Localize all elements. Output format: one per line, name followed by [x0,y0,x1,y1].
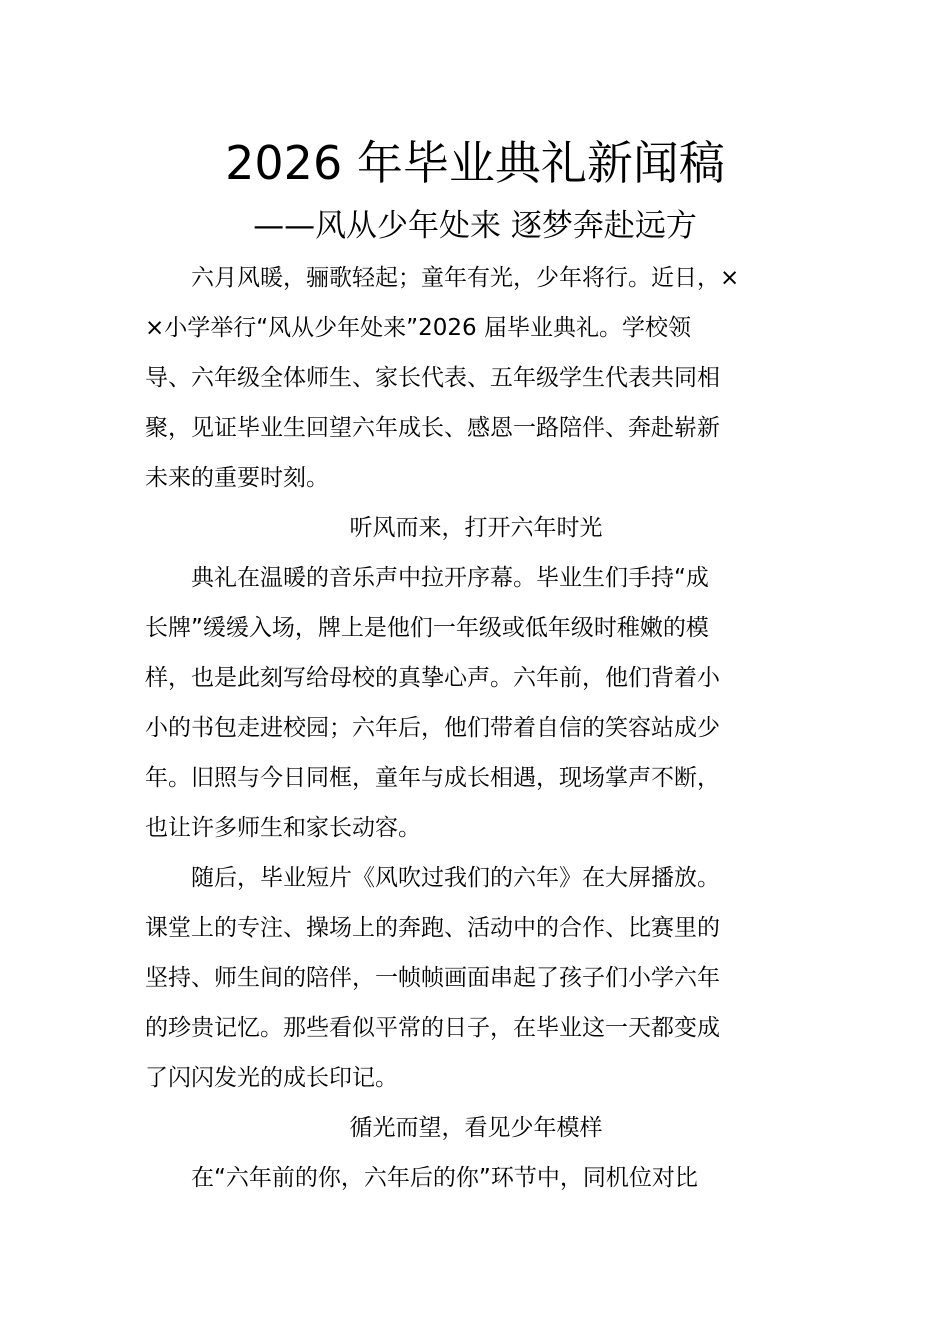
paragraph-line: 未来的重要时刻。 [145,465,329,491]
paragraph [145,1153,807,1203]
section-heading: 循光而望，看见少年模样 [349,1115,603,1141]
document-body [145,253,807,1203]
paragraph-line: 典礼在温暖的音乐声中拉开序幕。毕业生们手持“成 [145,565,709,591]
paragraph-line: 课堂上的专注、操场上的奔跑、活动中的合作、比赛里的 [145,915,720,941]
paragraph-line: 的珍贵记忆。那些看似平常的日子，在毕业这一天都变成 [145,1015,720,1041]
paragraph-line: 小的书包走进校园；六年后，他们带着自信的笑容站成少 [145,715,720,741]
section-heading: 听风而来，打开六年时光 [349,515,603,541]
paragraph [145,553,807,853]
paragraph-line: 长牌”缓缓入场，牌上是他们一年级或低年级时稚嫩的模 [145,615,709,641]
paragraph-line: 六月风暖，骊歌轻起；童年有光，少年将行。近日，× [145,265,740,291]
paragraph [145,853,807,1103]
paragraph-line: 随后，毕业短片《风吹过我们的六年》在大屏播放。 [145,865,720,891]
paragraph-line: 聚，见证毕业生回望六年成长、感恩一路陪伴、奔赴崭新 [145,415,720,441]
paragraph [145,253,807,503]
paragraph-line: 在“六年前的你，六年后的你”环节中，同机位对比 [145,1165,698,1191]
paragraph-line: 也让许多师生和家长动容。 [145,815,421,841]
paragraph-line: 年。旧照与今日同框，童年与成长相遇，现场掌声不断， [145,765,720,791]
paragraph-line: 坚持、师生间的陪伴，一帧帧画面串起了孩子们小学六年 [145,965,720,991]
paragraph-line: 导、六年级全体师生、家长代表、五年级学生代表共同相 [145,365,720,391]
paragraph-line: 样，也是此刻写给母校的真挚心声。六年前，他们背着小 [145,665,720,691]
paragraph-line: 了闪闪发光的成长印记。 [145,1065,398,1091]
document-subtitle: ——风从少年处来 逐梦奔赴远方 [253,208,697,244]
document-title: 2026 年毕业典礼新闻稿 [225,136,725,190]
paragraph-line: ×小学举行“风从少年处来”2026 届毕业典礼。学校领 [145,315,691,341]
